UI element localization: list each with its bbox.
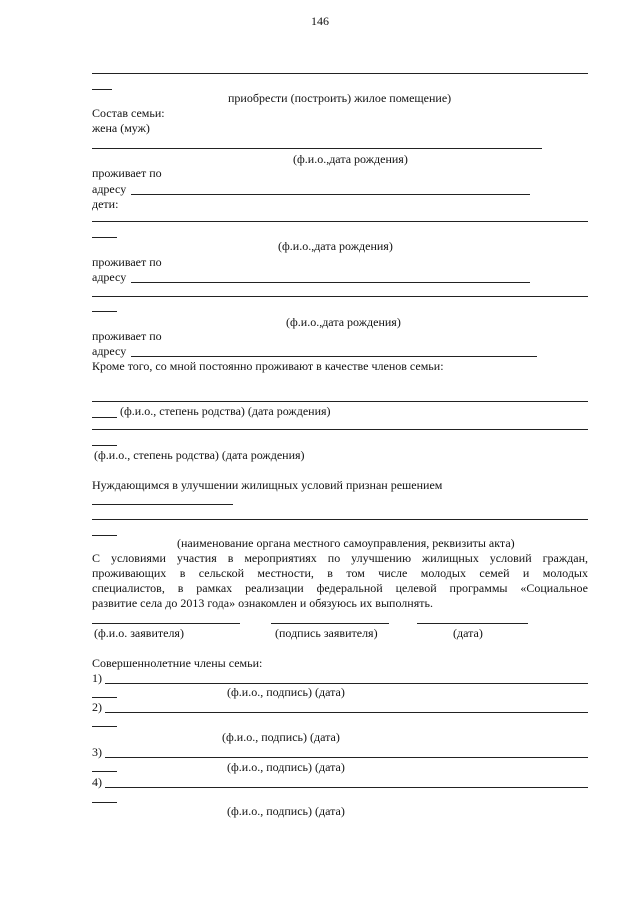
conditions-line-2: проживающих в сельской местности, в том числе молодых семей и молодых	[92, 566, 588, 580]
spouse-fio-caption: (ф.и.о.,дата рождения)	[293, 152, 408, 166]
child-field-line[interactable]	[92, 296, 588, 297]
member-field-line[interactable]	[92, 429, 588, 430]
member-number: 1)	[92, 671, 102, 685]
spouse-field-line[interactable]	[92, 148, 542, 149]
acquire-caption: приобрести (построить) жилое помещение)	[228, 91, 452, 105]
address-field-line[interactable]	[131, 194, 530, 195]
member-field-line[interactable]	[105, 757, 588, 758]
blank-line	[92, 697, 117, 698]
applicant-signature-caption: (подпись заявителя)	[275, 626, 378, 640]
lives-at-label: проживает по	[92, 255, 162, 269]
authority-caption: (наименование органа местного самоуправления, реквизиты акта)	[177, 536, 515, 550]
child-fio-caption: (ф.и.о.,дата рождения)	[278, 239, 393, 253]
spouse-label: жена (муж)	[92, 121, 150, 135]
blank-line	[92, 417, 117, 418]
member-number: 3)	[92, 745, 102, 759]
family-heading: Состав семьи:	[92, 106, 165, 120]
member-field-line[interactable]	[105, 712, 588, 713]
member-number: 4)	[92, 775, 102, 789]
blank-line	[92, 89, 112, 90]
needy-statement: Нуждающимся в улучшении жилищных условий признан решением	[92, 478, 443, 492]
lives-at-label: проживает по	[92, 166, 162, 180]
applicant-fio-caption: (ф.и.о. заявителя)	[94, 626, 184, 640]
also-living-text: Кроме того, со мной постоянно проживают в качестве членов семьи:	[92, 359, 444, 373]
member-caption: (ф.и.о., подпись) (дата)	[227, 685, 345, 699]
member-field-line[interactable]	[105, 787, 588, 788]
conditions-line-3: специалистов, в рамках реализации федеральной целевой программы «Социальное	[92, 581, 588, 595]
applicant-fio-line[interactable]	[92, 623, 240, 624]
applicant-date-caption: (дата)	[453, 626, 483, 640]
address-field-line[interactable]	[131, 282, 530, 283]
applicant-signature-line[interactable]	[271, 623, 389, 624]
page-number: 146	[311, 14, 329, 28]
child-fio-caption: (ф.и.о.,дата рождения)	[286, 315, 401, 329]
blank-line	[92, 802, 117, 803]
adult-members-heading: Совершеннолетние члены семьи:	[92, 656, 263, 670]
decision-field-line[interactable]	[92, 519, 588, 520]
blank-line	[92, 771, 117, 772]
member-field-line[interactable]	[92, 401, 588, 402]
child-field-line[interactable]	[92, 221, 588, 222]
member-caption: (ф.и.о., подпись) (дата)	[222, 730, 340, 744]
conditions-line-4: развитие села до 2013 года» ознакомлен и обязуюсь их выполнять.	[92, 596, 433, 610]
decision-field-line[interactable]	[92, 504, 233, 505]
blank-line	[92, 73, 588, 74]
member-caption: (ф.и.о., подпись) (дата)	[227, 804, 345, 818]
member-field-line[interactable]	[105, 683, 588, 684]
lives-at-label: проживает по	[92, 329, 162, 343]
address-label: адресу	[92, 182, 127, 196]
member-number: 2)	[92, 700, 102, 714]
address-label: адресу	[92, 344, 127, 358]
blank-line	[92, 237, 117, 238]
blank-line	[92, 445, 117, 446]
blank-line	[92, 726, 117, 727]
blank-line	[92, 535, 117, 536]
member-caption: (ф.и.о., подпись) (дата)	[227, 760, 345, 774]
address-label: адресу	[92, 270, 127, 284]
relation-caption: (ф.и.о., степень родства) (дата рождения)	[94, 448, 305, 462]
children-label: дети:	[92, 197, 119, 211]
blank-line	[92, 311, 117, 312]
relation-caption: (ф.и.о., степень родства) (дата рождения)	[120, 404, 331, 418]
conditions-line-1: С условиями участия в мероприятиях по улучшению жилищных условий граждан,	[92, 551, 588, 565]
applicant-date-line[interactable]	[417, 623, 528, 624]
address-field-line[interactable]	[131, 356, 537, 357]
